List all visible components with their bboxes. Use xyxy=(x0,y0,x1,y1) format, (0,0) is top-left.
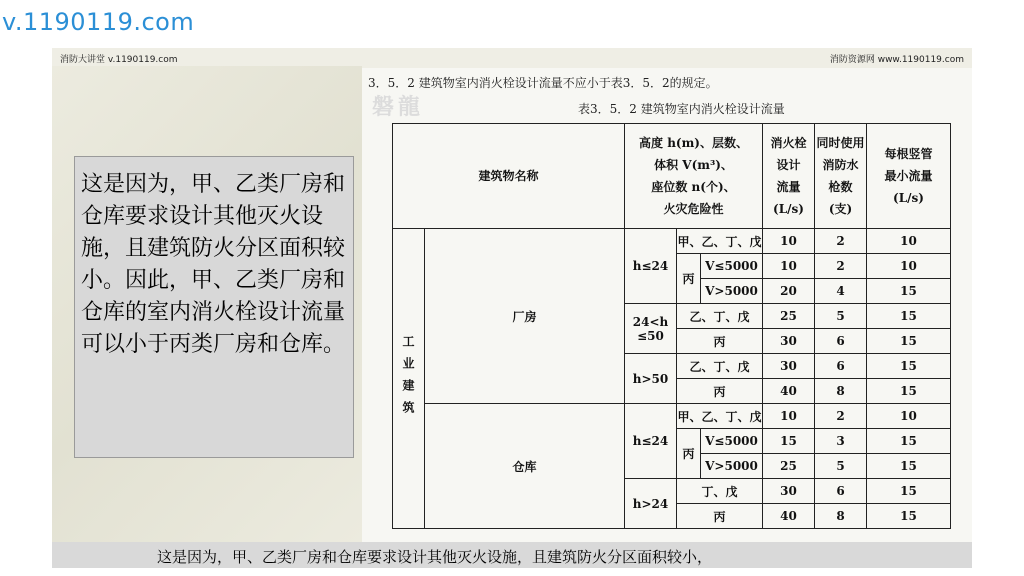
hazard-cell: 乙、丁、戊 xyxy=(677,354,763,379)
explanation-text: 这是因为，甲、乙类厂房和仓库要求设计其他灭火设施，且建筑防火分区面积较小。因此，甲、乙类厂房和仓库的室内消火栓设计流量可以小于丙类厂房和仓库。 xyxy=(81,172,346,357)
flow-cell: 30 xyxy=(763,354,815,379)
explanation-box xyxy=(74,156,354,458)
guns-cell: 8 xyxy=(815,504,867,529)
header-left-watermark: 消防大讲堂 v.1190119.com xyxy=(60,55,178,65)
guns-cell: 5 xyxy=(815,454,867,479)
flow-cell: 40 xyxy=(763,379,815,404)
table-row xyxy=(393,229,951,254)
min-flow-cell: 15 xyxy=(867,504,951,529)
hazard-cell: 丙 xyxy=(677,254,701,304)
height-cell: h≤24 xyxy=(625,229,677,304)
clause-text: 3．5．2 建筑物室内消火栓设计流量不应小于表3．5．2的规定。 xyxy=(368,76,718,90)
flow-cell: 40 xyxy=(763,504,815,529)
min-flow-cell: 10 xyxy=(867,404,951,429)
stamp-watermark: 磐龍 xyxy=(372,95,425,120)
flow-cell: 20 xyxy=(763,279,815,304)
min-flow-cell: 15 xyxy=(867,479,951,504)
min-flow-cell: 15 xyxy=(867,329,951,354)
header-building-name: 建筑物名称 xyxy=(393,124,625,229)
guns-cell: 2 xyxy=(815,229,867,254)
factory-cell: 厂房 xyxy=(425,229,625,404)
flow-cell: 30 xyxy=(763,329,815,354)
min-flow-cell: 10 xyxy=(867,229,951,254)
height-cell: h≤24 xyxy=(625,404,677,479)
hazard-cell: 甲、乙、丁、戊 xyxy=(677,229,763,254)
guns-cell: 5 xyxy=(815,304,867,329)
header-params: 高度 h(m)、层数、 体积 V(m³)、 座位数 n(个)、 火灾危险性 xyxy=(625,124,763,229)
height-cell: 24<h ≤50 xyxy=(625,304,677,354)
code-excerpt xyxy=(362,68,972,558)
hazard-cell: 丁、戊 xyxy=(677,479,763,504)
subtitle-text: 这是因为，甲、乙类厂房和仓库要求设计其他灭火设施，且建筑防火分区面积较小， xyxy=(157,548,713,566)
hazard-cell: 乙、丁、戊 xyxy=(677,304,763,329)
header-simultaneous-guns: 同时使用 消防水 枪数 (支) xyxy=(815,124,867,229)
volume-cell: V>5000 xyxy=(701,279,763,304)
header-right-watermark: 消防资源网 www.1190119.com xyxy=(829,55,964,65)
flow-cell: 25 xyxy=(763,454,815,479)
hazard-cell: 丙 xyxy=(677,329,763,354)
hazard-cell: 丙 xyxy=(677,379,763,404)
table-title: 表3．5．2 建筑物室内消火栓设计流量 xyxy=(578,102,785,116)
min-flow-cell: 15 xyxy=(867,429,951,454)
guns-cell: 3 xyxy=(815,429,867,454)
hydrant-flow-table xyxy=(392,123,951,529)
flow-cell: 25 xyxy=(763,304,815,329)
video-frame xyxy=(52,48,972,568)
guns-cell: 2 xyxy=(815,404,867,429)
header-hydrant-flow: 消火栓 设计 流量 (L/s) xyxy=(763,124,815,229)
min-flow-cell: 15 xyxy=(867,304,951,329)
guns-cell: 6 xyxy=(815,329,867,354)
hazard-cell: 甲、乙、丁、戊 xyxy=(677,404,763,429)
header-min-flow: 每根竖管 最小流量 (L/s) xyxy=(867,124,951,229)
flow-cell: 15 xyxy=(763,429,815,454)
table-row xyxy=(393,404,951,429)
height-cell: h>50 xyxy=(625,354,677,404)
min-flow-cell: 15 xyxy=(867,354,951,379)
flow-cell: 10 xyxy=(763,404,815,429)
guns-cell: 6 xyxy=(815,479,867,504)
guns-cell: 2 xyxy=(815,254,867,279)
height-cell: h>24 xyxy=(625,479,677,529)
subtitle-bar xyxy=(52,542,972,568)
volume-cell: V≤5000 xyxy=(701,254,763,279)
site-watermark: v.1190119.com xyxy=(2,8,195,36)
category-cell: 工业建筑 xyxy=(393,229,425,529)
hazard-cell: 丙 xyxy=(677,429,701,479)
min-flow-cell: 10 xyxy=(867,254,951,279)
hazard-cell: 丙 xyxy=(677,504,763,529)
guns-cell: 6 xyxy=(815,354,867,379)
guns-cell: 4 xyxy=(815,279,867,304)
flow-cell: 10 xyxy=(763,254,815,279)
guns-cell: 8 xyxy=(815,379,867,404)
table-header-row xyxy=(393,124,951,229)
flow-cell: 30 xyxy=(763,479,815,504)
min-flow-cell: 15 xyxy=(867,454,951,479)
volume-cell: V>5000 xyxy=(701,454,763,479)
flow-cell: 10 xyxy=(763,229,815,254)
min-flow-cell: 15 xyxy=(867,279,951,304)
warehouse-cell: 仓库 xyxy=(425,404,625,529)
min-flow-cell: 15 xyxy=(867,379,951,404)
volume-cell: V≤5000 xyxy=(701,429,763,454)
